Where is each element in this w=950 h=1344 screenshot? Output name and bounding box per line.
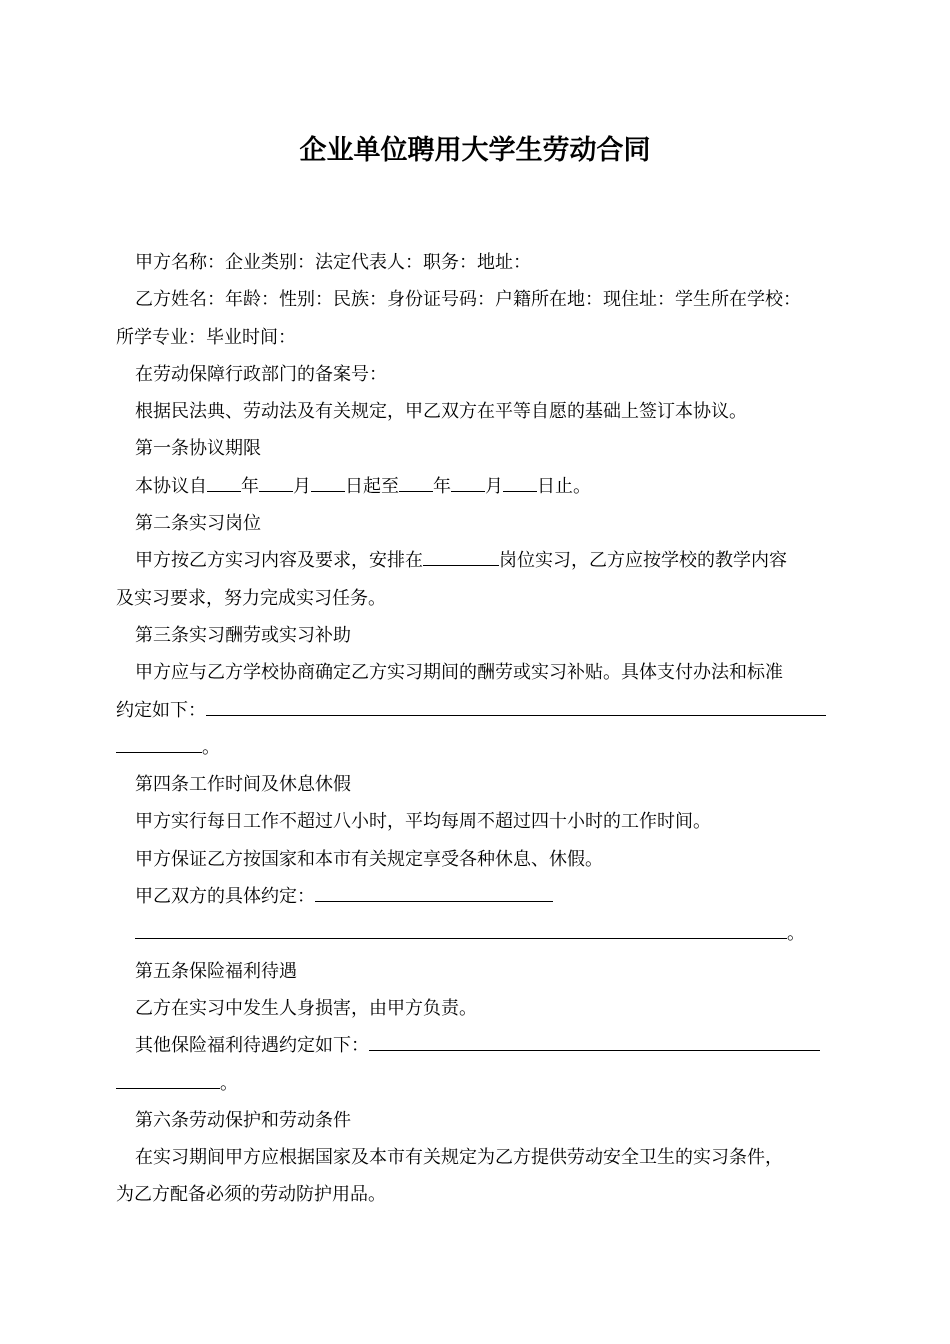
article-4-text-2: 甲方保证乙方按国家和本市有关规定享受各种休息、休假。 — [135, 848, 603, 870]
party-b-info-cont: 所学专业：毕业时间： — [116, 326, 296, 348]
article-3-text-cont: 约定如下： — [116, 692, 846, 729]
article-6-text-cont: 为乙方配备必须的劳动防护用品。 — [116, 1184, 386, 1206]
article-4-text-1: 甲方实行每日工作不超过八小时，平均每周不超过四十小时的工作时间。 — [135, 811, 711, 833]
article-5-text-2: 其他保险福利待遇约定如下： — [116, 1027, 846, 1064]
document-title: 企业单位聘用大学生劳动合同 — [299, 135, 651, 166]
article-4-heading: 第四条工作时间及休息休假 — [135, 774, 351, 796]
party-a-info: 甲方名称：企业类别：法定代表人：职务：地址： — [135, 252, 531, 273]
preamble: 根据民法典、劳动法及有关规定，甲乙双方在平等自愿的基础上签订本协议。 — [135, 401, 747, 423]
article-5-text-end: 。 — [116, 1065, 846, 1102]
article-3-text-end: 。 — [116, 729, 846, 766]
filing-number: 在劳动保障行政部门的备案号： — [135, 363, 387, 385]
party-b-info: 乙方姓名：年龄：性别：民族：身份证号码：户籍所在地：现住址：学生所在学校： — [135, 289, 801, 311]
article-6-heading: 第六条劳动保护和劳动条件 — [135, 1109, 351, 1131]
blank-field[interactable] — [116, 1070, 220, 1089]
article-3-text: 甲方应与乙方学校协商确定乙方实习期间的酬劳或实习补贴。具体支付办法和标准 — [135, 662, 783, 684]
blank-field[interactable] — [116, 734, 202, 753]
blank-field[interactable] — [451, 473, 485, 492]
article-5-text-1: 乙方在实习中发生人身损害，由甲方负责。 — [135, 997, 477, 1019]
blank-field[interactable] — [503, 473, 537, 492]
blank-field[interactable] — [311, 473, 345, 492]
blank-field[interactable] — [259, 473, 293, 492]
blank-field[interactable] — [315, 883, 553, 902]
article-2-text: 甲方按乙方实习内容及要求，安排在 岗位实习，乙方应按学校的教学内容 — [116, 542, 846, 579]
article-4-text-3: 甲乙双方的具体约定： — [116, 878, 846, 915]
document-body — [116, 244, 846, 1214]
blank-field[interactable] — [206, 697, 826, 716]
article-1-heading: 第一条协议期限 — [135, 438, 261, 460]
article-6-text: 在实习期间甲方应根据国家及本市有关规定为乙方提供劳动安全卫生的实习条件， — [135, 1147, 783, 1169]
blank-field[interactable] — [135, 920, 787, 939]
article-2-heading: 第二条实习岗位 — [135, 513, 261, 535]
blank-field[interactable] — [369, 1032, 820, 1051]
article-5-heading: 第五条保险福利待遇 — [135, 960, 297, 982]
article-2-text-cont: 及实习要求，努力完成实习任务。 — [116, 587, 386, 609]
article-3-heading: 第三条实习酬劳或实习补助 — [135, 624, 351, 646]
blank-field[interactable] — [399, 473, 433, 492]
blank-field[interactable] — [207, 473, 241, 492]
article-4-text-4: 。 — [116, 915, 846, 952]
blank-field[interactable] — [423, 547, 499, 566]
article-1-text: 本协议自 年 月 日起至 年 月 日止。 — [116, 468, 846, 505]
